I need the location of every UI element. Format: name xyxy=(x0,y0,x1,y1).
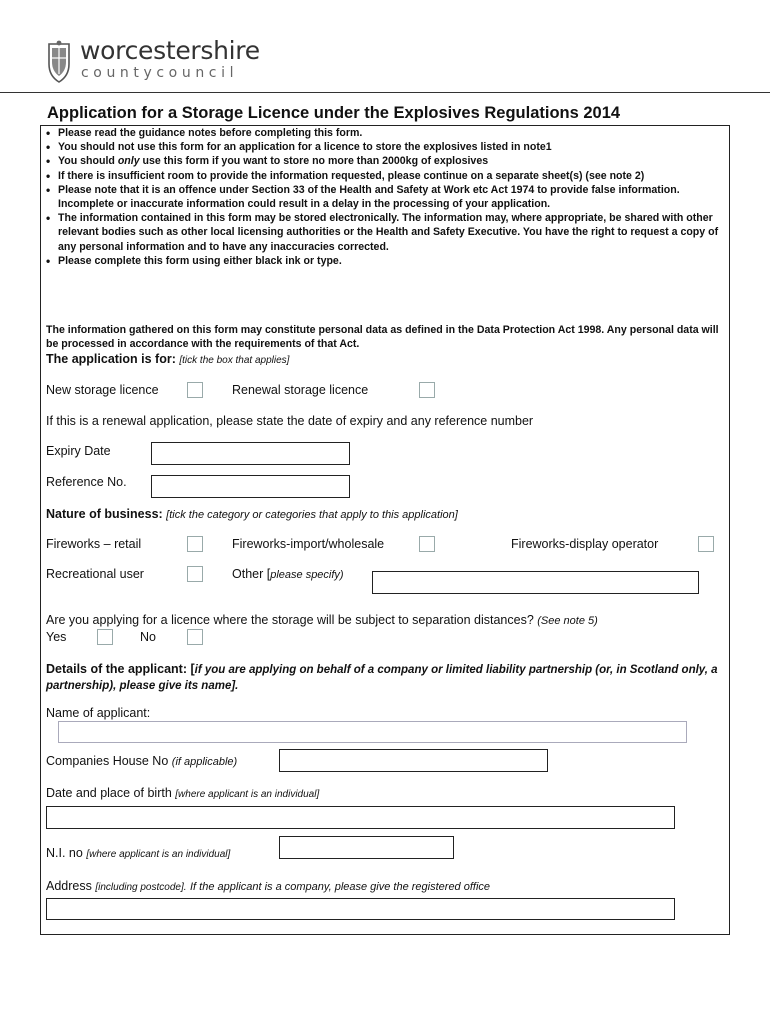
note-text: You should xyxy=(58,155,118,168)
application-for-hint: [tick the box that applies] xyxy=(179,355,290,366)
nature-label: Nature of business: xyxy=(46,507,163,521)
list-item: • Please read the guidance notes before completing this form. xyxy=(46,126,728,140)
companies-house-text: Companies House No xyxy=(46,754,169,768)
address-text: Address xyxy=(46,879,92,893)
address-label xyxy=(46,879,490,893)
address-hint-2: If the applicant is a company, please give the registered office xyxy=(190,881,491,893)
renewal-licence-checkbox[interactable] xyxy=(419,382,435,398)
crest-icon xyxy=(44,40,74,84)
renewal-licence-label: Renewal storage licence xyxy=(232,383,369,397)
fireworks-import-checkbox[interactable] xyxy=(419,536,435,552)
separation-note: (See note 5) xyxy=(537,615,598,627)
fireworks-retail-checkbox[interactable] xyxy=(187,536,203,552)
org-name-line-2: countycouncil xyxy=(81,65,239,81)
companies-house-field[interactable] xyxy=(279,749,548,772)
list-item: • Please note that it is an offence under Section 33 of the Health and Safety at Work etc Act 1974 to provide false information. Incomplete or inaccurate information could result in a delay in the processing of your application. xyxy=(46,183,728,211)
reference-no-field[interactable] xyxy=(151,475,350,498)
recreational-user-label: Recreational user xyxy=(46,567,144,581)
list-item xyxy=(46,154,728,168)
details-heading xyxy=(46,661,726,694)
details-hint: if you are applying on behalf of a company or limited liability partnership (or, in Scotland only, a partnership), please give its name]. xyxy=(46,664,718,692)
fireworks-display-checkbox[interactable] xyxy=(698,536,714,552)
dob-field[interactable] xyxy=(46,806,675,829)
expiry-date-label: Expiry Date xyxy=(46,444,111,458)
dob-label xyxy=(46,786,319,800)
list-item: • The information contained in this form may be stored electronically. The information may, where appropriate, be shared with other relevant bodies such as other local licensing authorities or the Health and Safety Executive. You have the right to request a copy of any personal information and to have any inaccuracies corrected. xyxy=(46,211,728,254)
no-label: No xyxy=(140,630,156,644)
list-item: • Please complete this form using either black ink or type. xyxy=(46,254,728,268)
expiry-date-field[interactable] xyxy=(151,442,350,465)
dob-text: Date and place of birth xyxy=(46,786,172,800)
ni-label xyxy=(46,846,230,860)
yes-label: Yes xyxy=(46,630,67,644)
fireworks-retail-label: Fireworks – retail xyxy=(46,537,142,551)
fireworks-import-label: Fireworks-import/wholesale xyxy=(232,537,385,551)
note-emphasis: only xyxy=(117,155,140,168)
data-protection-statement: The information gathered on this form may constitute personal data as defined in the Data Protection Act 1998. Any personal data will be processed in accordance with the requirements of that Act. xyxy=(46,324,719,351)
ni-text: N.I. no xyxy=(46,846,83,860)
ni-hint: [where applicant is an individual] xyxy=(86,849,231,860)
new-licence-checkbox[interactable] xyxy=(187,382,203,398)
list-item: • If there is insufficient room to provide the information requested, please continue on a separate sheet(s) (see note 2) xyxy=(46,169,728,183)
note-text: use this form if you want to store no more than 2000kg of explosives xyxy=(139,155,489,168)
recreational-user-checkbox[interactable] xyxy=(187,566,203,582)
address-hint-1: [including postcode]. xyxy=(95,882,187,893)
ni-field[interactable] xyxy=(279,836,454,859)
nature-of-business-heading xyxy=(46,507,458,521)
other-prefix: Other [ xyxy=(232,567,271,581)
companies-house-hint: (if applicable) xyxy=(171,756,238,768)
other-label xyxy=(232,567,344,581)
name-of-applicant-field[interactable] xyxy=(58,721,687,743)
nature-hint: [tick the category or categories that apply to this application] xyxy=(166,509,458,521)
no-checkbox[interactable] xyxy=(187,629,203,645)
renewal-instruction: If this is a renewal application, please state the date of expiry and any reference number xyxy=(46,414,534,428)
other-hint: please specify) xyxy=(270,569,344,581)
separation-question-text: Are you applying for a licence where the storage will be subject to separation distances? xyxy=(46,613,534,627)
dob-hint: [where applicant is an individual] xyxy=(175,789,320,800)
header-divider xyxy=(0,92,770,93)
application-for-heading xyxy=(46,352,289,366)
separation-question xyxy=(46,613,598,627)
name-of-applicant-label: Name of applicant: xyxy=(46,706,151,720)
fireworks-display-label: Fireworks-display operator xyxy=(511,537,659,551)
yes-checkbox[interactable] xyxy=(97,629,113,645)
org-name-line-1: worcestershire xyxy=(80,36,260,65)
new-licence-label: New storage licence xyxy=(46,383,159,397)
reference-no-label: Reference No. xyxy=(46,475,127,489)
org-logo xyxy=(44,36,260,86)
guidance-notes xyxy=(46,126,728,268)
details-label: Details of the applicant: [ xyxy=(46,662,195,676)
other-specify-field[interactable] xyxy=(372,571,699,594)
form-title: Application for a Storage Licence under the Explosives Regulations 2014 xyxy=(47,104,621,122)
address-field[interactable] xyxy=(46,898,675,920)
list-item: • You should not use this form for an application for a licence to store the explosives listed in note1 xyxy=(46,140,728,154)
application-for-label: The application is for: xyxy=(46,352,176,366)
companies-house-label xyxy=(46,754,237,768)
